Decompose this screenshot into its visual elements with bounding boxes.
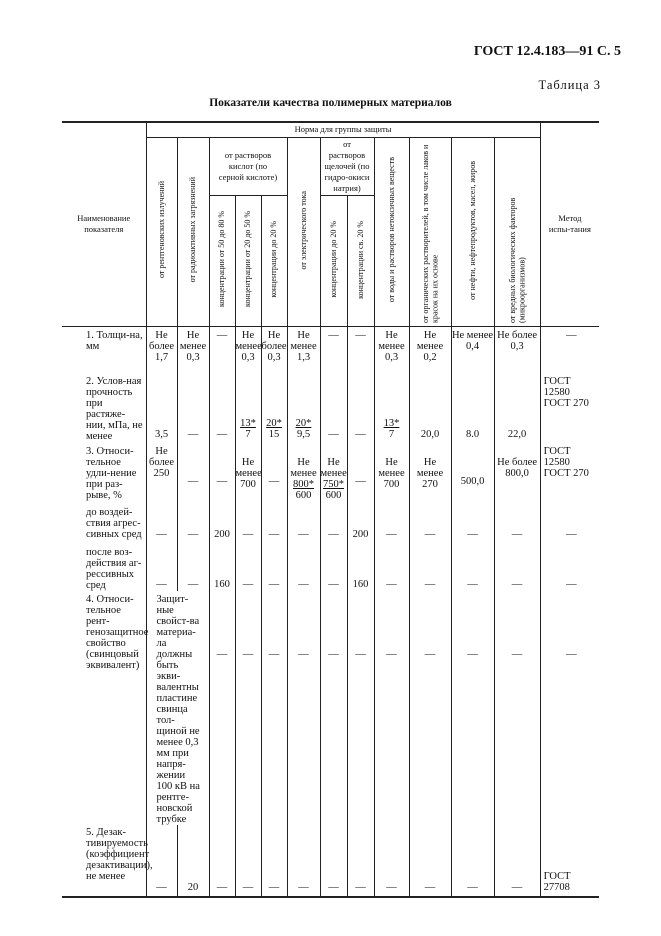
- table-row: 1. Толщи-на, мм Не более 1,7 Не менее 0,3 — Не менее 0,3 Не более 0,3 Не менее 1,3 — — Не менее 0,3 Не менее 0,2 Не менее 0,4 Не более 0,3 —: [62, 326, 599, 369]
- header-water: от воды и растворов нетоксичных веществ: [374, 137, 409, 326]
- table-row: до воздей-ствия агрес-сивных сред — — 200 — — — — 200 — — — — —: [62, 501, 599, 541]
- header-acid-20: концентрации до 20 %: [261, 196, 287, 326]
- table-label: Таблица 3: [538, 78, 601, 92]
- quality-table: [62, 121, 599, 898]
- header-radioactive: от радиоактивных загрязнений: [177, 137, 209, 326]
- header-alkali-over20: концентрации св. 20 %: [347, 196, 374, 326]
- header-bio: от вредных биологических факторов (микроорганизмов): [494, 137, 540, 326]
- header-electric: от электрического тока: [287, 137, 320, 326]
- value-fraction-top: 13*: [240, 418, 256, 429]
- header-xray: от рентгеновских излучений: [146, 137, 177, 326]
- header-method: Метод испы-тания: [540, 122, 599, 326]
- table-row: после воз-действия аг-рессивных сред — — 160 — — — — 160 — — — — —: [62, 541, 599, 591]
- header-oil: от нефти, нефтепродуктов, масел, жиров: [451, 137, 494, 326]
- header-acid-20-50: концентрации от 20 до 50 %: [235, 196, 261, 326]
- header-acid-50: концентрации от 50 до 80 %: [209, 196, 235, 326]
- header-organic: от органических растворителей, в том числе лаков и красок на их основе: [409, 137, 451, 326]
- header-indicator: Наименование показателя: [62, 122, 146, 326]
- header-acids-group: от растворов кислот (по серной кислоте): [209, 137, 287, 196]
- table-title: Показатели качества полимерных материалов: [209, 97, 452, 109]
- table-row: 4. Относи-тельное рент-генозащитное свойство (свинцовый эквивалент) Защит-ные свойст-ва материа-ла должны быть экви-валентны пластине свинца тол-щиной не менее 0,3 мм при напря-жении 100 кВ на рентге-новской трубке — — — — — — — — — — —: [62, 591, 599, 825]
- lead-equivalent-note: Защит-ные свойст-ва материа-ла должны быть экви-валентны пластине свинца тол-щиной не менее 0,3 мм при напря-жении 100 кВ на рентге-новской трубке: [146, 591, 209, 825]
- table-row: 2. Услов-ная прочность при растяже-нии, мПа, не менее 3,5 — — 13* 7 20* 15 20* 9,5 — — 13* 7 20,0 8.0 22,0 ГОСТ 12580 ГОСТ 270: [62, 369, 599, 442]
- table-row: 5. Дезак-тивируемость (коэффициент дезактивации), не менее — 20 — — — — — — — — — — ГОСТ 27708: [62, 825, 599, 897]
- page-header: ГОСТ 12.4.183—91 С. 5: [473, 44, 621, 59]
- header-alkali-group: от растворов щелочей (по гидро-окиси натрия): [320, 137, 374, 196]
- header-alkali-20: концентрации до 20 %: [320, 196, 347, 326]
- header-norm-group: Норма для группы защиты: [146, 122, 540, 137]
- table-row: 3. Относи-тельное удли-нение при раз-рыве, % Не более 250 — — Не менее 700 — Не менее 800* 600 Не менее 750* 600 — Не менее 700 Не менее 270 500,0 Не более 800,0 ГОСТ 12580 ГОСТ 270: [62, 442, 599, 501]
